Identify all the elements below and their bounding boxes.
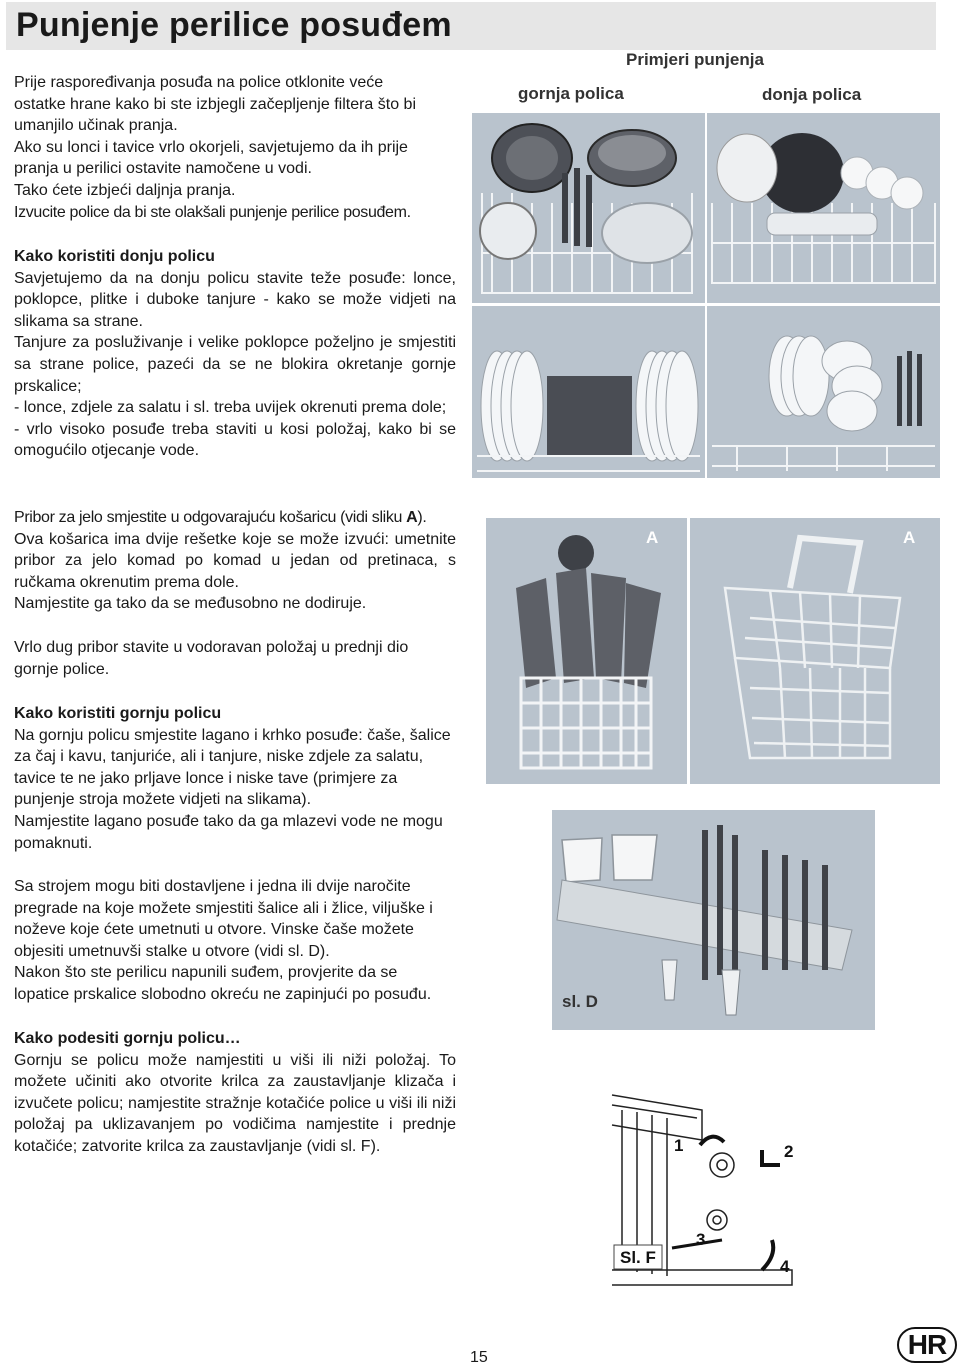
paragraph: Na gornju policu smjestite lagano i krhko posuđe: čaše, šalice za čaj i kavu, tanjuriće, ali i tanjure, niske zdjele za salatu, tavice te ne jako prljave lonce i niske tave (primjere za punjenje stroja možete vidjeti na slikama). <box>14 726 451 809</box>
intro-line: Tako ćete izbjeći daljnja pranja. <box>14 181 236 199</box>
figure-ref: A <box>406 509 418 526</box>
figure-d-photo <box>552 810 875 1030</box>
empty-basket-photo <box>690 518 940 784</box>
rack-illustration <box>472 113 705 303</box>
cutlery-section <box>14 507 456 615</box>
paragraph: Tanjure za posluživanje i velike poklopce poželjno je smjestiti sa strane police, pazeći da se ne blokira okretanje gornje prskalice; <box>14 334 456 395</box>
language-badge: HR <box>897 1327 957 1363</box>
intro-line: ostatke hrane kako bi ste izbjegli začepljenje filtera što bi <box>14 95 416 113</box>
paragraph <box>14 507 456 529</box>
intro-line: Prije raspoređivanja posuđa na police otklonite veće <box>14 74 384 91</box>
cutlery-basket-photo <box>486 518 687 784</box>
text-span: ). <box>417 509 427 526</box>
basket-illustration <box>486 518 687 784</box>
upper-rack-section <box>14 703 456 854</box>
insert-illustration <box>552 810 875 1030</box>
title-bar <box>6 2 936 50</box>
paragraph: Namjestite ga tako da se međusobno ne dodiruje. <box>14 595 367 613</box>
rack-illustration <box>472 306 705 478</box>
rack-illustration <box>707 306 940 478</box>
paragraph: Gornju se policu može namjestiti u viši ili niži položaj. To možete učiniti ako otvorite krilca za zaustavljanje klizača i izvučete policu; namjestite stražnje kotačiće police u viši ili niži položaj pa uklizavanjem po vodičima namjestite i prednje kotačiće; zatvorite krilca za zaustavljanje (vidi sl. F). <box>14 1051 456 1155</box>
paragraph: Sa strojem mogu biti dostavljene i jedna ili dvije naročite pregrade na koje možete smjestiti šalice ali i žlice, viljuške i noževe koje ćete umetnuti u otvore. Vinske čaše možete objesiti umetnuvši stalke u otvore (vidi sl. D). <box>14 878 433 960</box>
lower-rack-photo-1 <box>707 113 940 303</box>
step-label: 2 <box>784 1142 794 1161</box>
inserts-section <box>14 876 456 1006</box>
lower-rack-section <box>14 246 456 462</box>
intro-line: umanjilo učinak pranja. <box>14 117 178 135</box>
intro-line: pranja u perilici ostavite namočene u vodi. <box>14 160 312 178</box>
lower-rack-label: donja polica <box>762 85 862 104</box>
step-label: 4 <box>780 1257 790 1276</box>
figure-label-a: A <box>646 528 659 547</box>
text-span: Pribor za jelo smjestite u odgovarajuću košaricu (vidi sliku <box>14 509 407 526</box>
upper-rack-label: gornja polica <box>518 84 624 103</box>
paragraph: Savjetujemo da na donju policu stavite teže posuđe: lonce, poklopce, plitke i duboke tanjure - kako se može vidjeti na slikama sa strane. <box>14 269 456 330</box>
intro-line: Izvucite police da bi ste olakšali punjenje perilice posuđem. <box>14 203 411 221</box>
step-label: 1 <box>674 1136 684 1155</box>
page-number: 15 <box>470 1349 488 1366</box>
basket-illustration <box>690 518 940 784</box>
paragraph: Nakon što ste perilicu napunili suđem, provjerite da se lopatice prskalice slobodno okreću ne zapinjući po posuđu. <box>14 964 432 1003</box>
paragraph: Vrlo dug pribor stavite u vodoravan položaj u prednji dio gornje police. <box>14 639 409 678</box>
adjust-section <box>14 1028 456 1158</box>
section-heading: Kako koristiti donju policu <box>14 248 215 265</box>
section-heading: Kako podesiti gornju policu… <box>14 1030 241 1047</box>
figure-label-a: A <box>903 528 916 547</box>
step-label: 3 <box>696 1230 706 1249</box>
upper-rack-photo-1 <box>472 113 705 303</box>
figure-f-drawing <box>612 1080 792 1295</box>
intro-line: Ako su lonci i tavice vrlo okorjeli, savjetujemo da ih prije <box>14 138 408 156</box>
section-heading: Kako koristiti gornju policu <box>14 705 222 722</box>
long-cutlery-section <box>14 637 456 680</box>
intro-section <box>14 72 456 223</box>
page-title: Punjenje perilice posuđem <box>16 6 452 44</box>
figure-d-label: sl. D <box>562 992 598 1011</box>
paragraph: Ova košarica ima dvije rešetke koje se može izvući: umetnite pribor za jelo komad po komad u jedan od pretinaca, s ručkama okrenutim prema dole. <box>14 530 456 591</box>
paragraph: Namjestite lagano posuđe tako da ga mlazevi vode ne mogu pomaknuti. <box>14 812 443 852</box>
paragraph: - vrlo visoko posuđe treba staviti u kosi položaj, kako bi se omogućilo otjecanje vode. <box>14 420 456 460</box>
paragraph: - lonce, zdjele za salatu i sl. treba uvijek okrenuti prema dole; <box>14 399 447 417</box>
upper-rack-photo-2 <box>472 306 705 478</box>
lower-rack-photo-2 <box>707 306 940 478</box>
figure-f-label: Sl. F <box>620 1248 656 1267</box>
rack-illustration <box>707 113 940 303</box>
examples-title: Primjeri punjenja <box>626 50 764 69</box>
